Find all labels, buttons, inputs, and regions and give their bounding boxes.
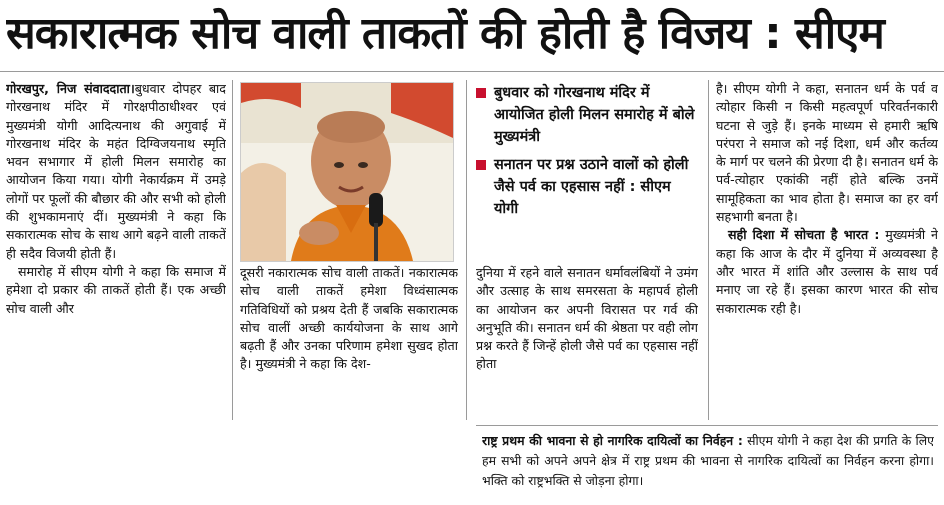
article-column-3	[476, 264, 698, 420]
headline: सकारात्मक सोच वाली ताकतों की होती है विजय : सीएम	[6, 8, 884, 59]
highlight-item	[476, 82, 698, 148]
column-4-para-2	[716, 226, 938, 317]
cm-photo	[240, 82, 454, 262]
bottom-heading: राष्ट्र प्रथम की भावना से हो नागरिक दायित्वों का निर्वहन :	[482, 433, 743, 448]
highlight-text: बुधवार को गोरखनाथ मंदिर में आयोजित होली मिलन समारोह में बोले मुख्यमंत्री	[494, 85, 695, 145]
article-column-2	[240, 264, 458, 420]
subheading: सही दिशा में सोचता है भारत :	[728, 227, 880, 243]
column-1-para-2: समारोह में सीएम योगी ने कहा कि समाज में हमेशा दो प्रकार की ताकतें होती हैं। एक अच्छी सोच वाली और	[6, 263, 226, 316]
column-divider-3	[708, 80, 709, 420]
bottom-section	[482, 431, 934, 497]
column-4-para-1: है। सीएम योगी ने कहा, सनातन धर्म के पर्व व त्योहार किसी न किसी महत्वपूर्ण परिवर्तनकारी घटना से जुड़े हैं। इनके माध्यम से हमारी ऋषि परंपरा ने समाज को नई दिशा, धर्म और कर्तव्य के मार्ग पर चलने की प्रेरणा दी है। सनातन धर्म के पर्व-त्योहार एकांकी नहीं होते बल्कि उनमें सामूहिकता का भाव होता है। समाज का हर वर्ग सहभागी बनता है।	[716, 81, 938, 225]
column-1-para-1: बुधवार दोपहर बाद गोरखनाथ मंदिर में गोरक्षपीठाधीश्वर एवं मुख्यमंत्री योगी आदित्यनाथ की अगुवाई में गोरखनाथ मंदिर के महंत दिग्विजयनाथ स्मृति भवन सभागार में होली मिलन समारोह का आयोजन किया गया। योगी नेकार्यक्रम में उमड़े लोगों पर फूलों की बौछार की और सभी को होली की शुभकामनाएं दीं। मुख्यमंत्री ने कहा कि सकारात्मक सोच के साथ आगे बढ़ने वाली ताकतें ही सदैव विजयी होती हैं।	[6, 81, 226, 261]
highlight-text: सनातन पर प्रश्न उठाने वालों को होली जैसे पर्व का एहसास नहीं : सीएम योगी	[494, 157, 689, 217]
column-1-text	[6, 80, 226, 263]
column-4-para-2-text: मुख्यमंत्री ने कहा कि आज के दौर में दुनिया में अव्यवस्था है और भारत में शांति और उल्लास के साथ पर्व मनाए जा रहे हैं। इसका कारण भारत की सोच सकारात्मक रही है।	[716, 227, 938, 316]
headline-rule	[0, 71, 944, 72]
bullet-square-icon	[476, 160, 486, 170]
byline: गोरखपुर, निज संवाददाता।	[6, 81, 135, 96]
bottom-box-rule	[476, 425, 938, 426]
highlight-item	[476, 154, 698, 220]
column-2-text: दूसरी नकारात्मक सोच वाली ताकतें। नकारात्मक सोच वाली ताकतें हमेशा विध्वंसात्मक गतिविधियों को प्रश्रय देती हैं जबकि सकारात्मक सोच वालीं अच्छी कार्ययोजना के साथ आगे बढ़ती हैं और उनका परिणाम हमेशा सुखद होता है। मुख्यमंत्री ने कहा कि देश-	[240, 265, 458, 372]
article-column-4	[716, 80, 938, 422]
bullet-square-icon	[476, 88, 486, 98]
column-divider-2	[466, 80, 467, 420]
column-divider-1	[232, 80, 233, 420]
cm-portrait-image	[241, 83, 453, 261]
highlights-box	[476, 82, 698, 252]
column-3-text: दुनिया में रहने वाले सनातन धर्मावलंबियों ने उमंग और उत्साह के साथ समरसता के महापर्व होली का आयोजन कर अपनी विरासत पर गर्व की अनुभूति की। सनातन धर्म की श्रेष्ठता पर वही लोग प्रश्न करते हैं जिन्हें होली जैसे पर्व का एहसास नहीं होता	[476, 265, 698, 372]
bottom-text: सीएम योगी ने कहा देश की प्रगति के लिए हम सभी को अपने अपने क्षेत्र में राष्ट्र प्रथम की भावना से नागरिक दायित्वों का निर्वहन करना होगा। भक्ति को राष्ट्रभक्ति से जोड़ना होगा।	[482, 433, 934, 488]
article-column-1	[6, 80, 226, 420]
